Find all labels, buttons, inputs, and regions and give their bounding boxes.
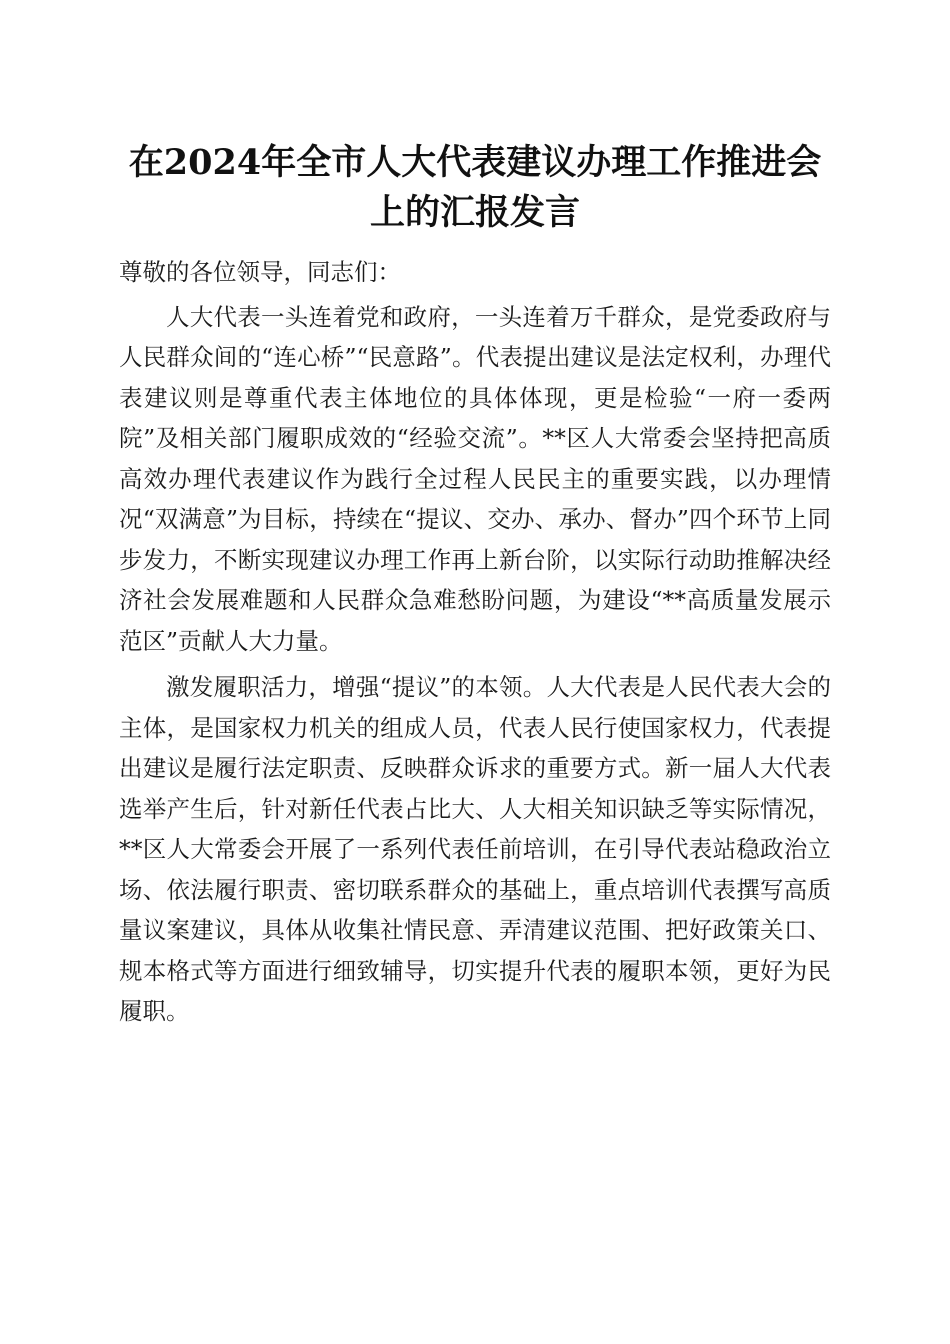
salutation: 尊敬的各位领导，同志们： xyxy=(119,258,401,286)
document-body xyxy=(119,252,831,1038)
paragraph-1: 人大代表一头连着党和政府，一头连着万千群众，是党委政府与人民群众间的“连心桥”“民意路”。代表提出建议是法定权利，办理代表建议则是尊重代表主体地位的具体体现，更是检验“一府一委两院”及相关部门履职成效的“经验交流”。**区人大常委会坚持把高质高效办理代表建议作为践行全过程人民民主的重要实践，以办理情况“双满意”为目标，持续在“提议、交办、承办、督办”四个环节上同步发力，不断实现建议办理工作再上新台阶，以实际行动助推解决经济社会发展难题和人民群众急难愁盼问题，为建设“**高质量发展示范区”贡献人大力量。 xyxy=(119,302,831,655)
title-line-1: 在2024年全市人大代表建议办理工作推进会 xyxy=(128,142,822,183)
title-line-2: 上的汇报发言 xyxy=(369,192,580,233)
document-title xyxy=(80,138,870,238)
paragraph-2: 激发履职活力，增强“提议”的本领。人大代表是人民代表大会的主体，是国家权力机关的组成人员，代表人民行使国家权力，代表提出建议是履行法定职责、反映群众诉求的重要方式。新一届人大代表选举产生后，针对新任代表占比大、人大相关知识缺乏等实际情况，**区人大常委会开展了一系列代表任前培训，在引导代表站稳政治立场、依法履行职责、密切联系群众的基础上，重点培训代表撰写高质量议案建议，具体从收集社情民意、弄清建议范围、把好政策关口、规本格式等方面进行细致辅导，切实提升代表的履职本领，更好为民履职。 xyxy=(119,673,831,1025)
